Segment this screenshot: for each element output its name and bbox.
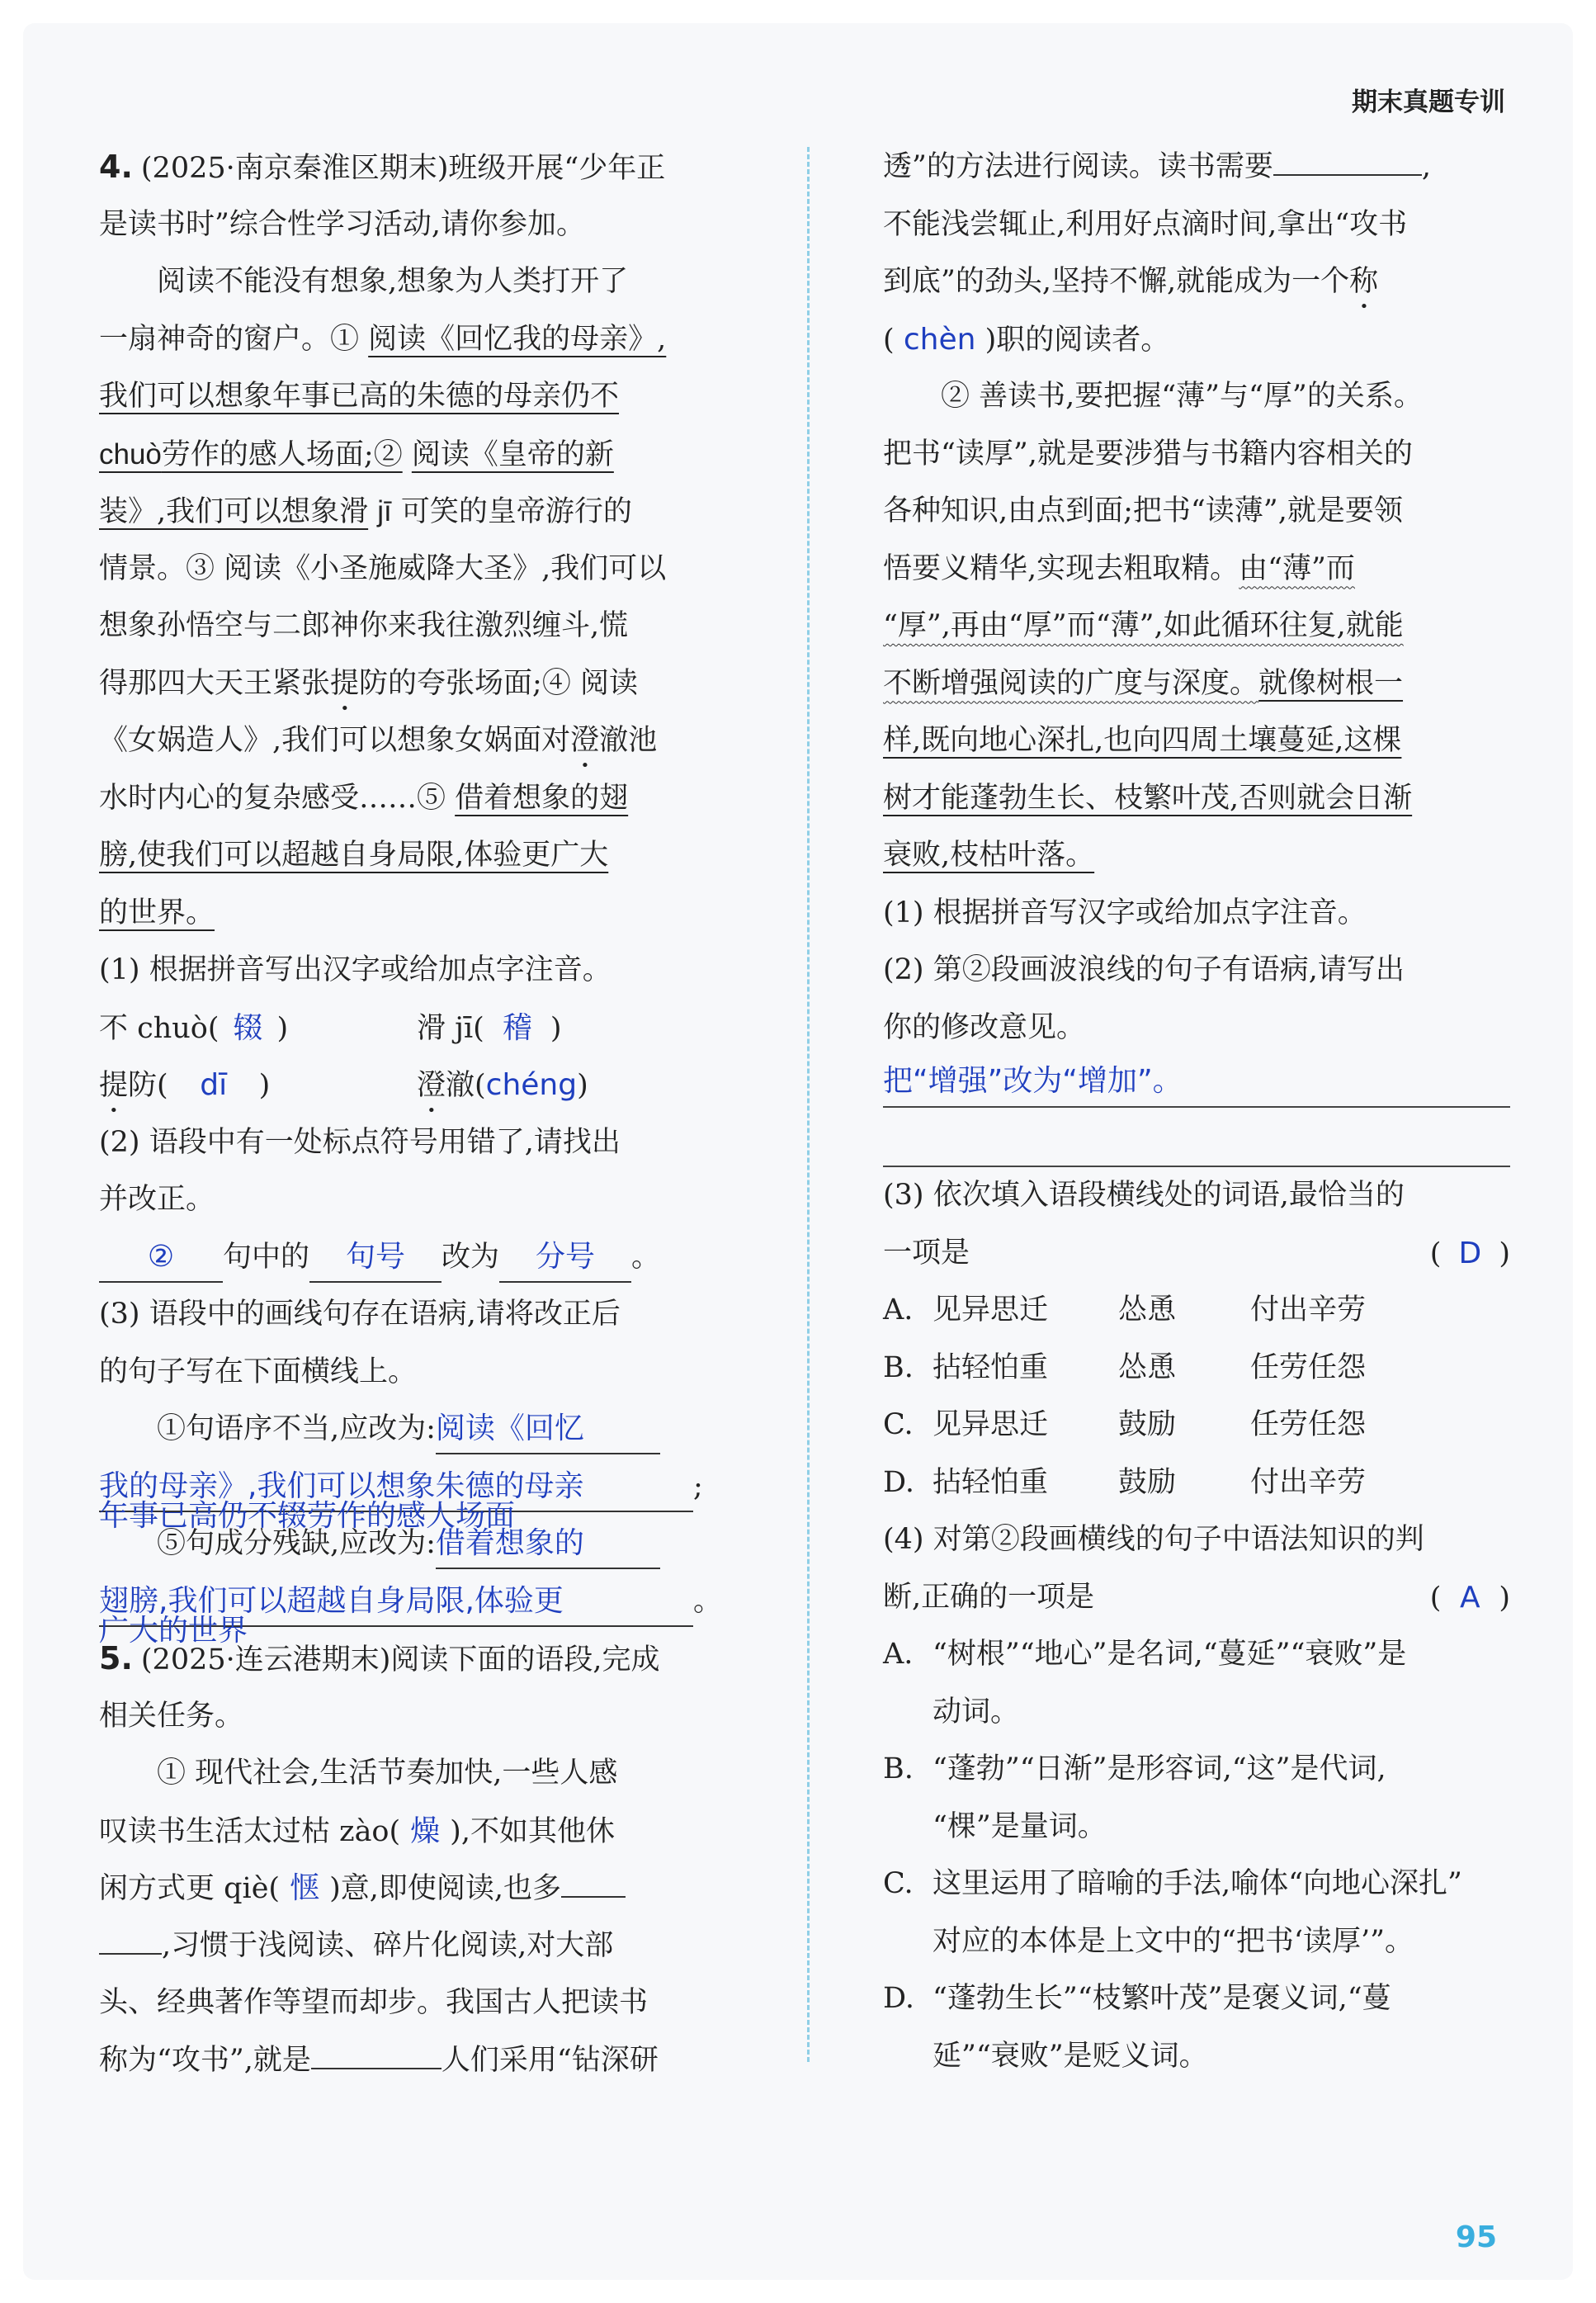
q4-para-line: chuò劳作的感人场面;② 阅读《皇帝的新 — [99, 437, 614, 471]
q4-number: 4. — [99, 149, 133, 185]
answer-text: 广大的世界 — [99, 1614, 248, 1648]
q4-sub2-answer: ② 句中的 句号 改为 分号 。 — [99, 1229, 776, 1287]
q5-number: 5. — [99, 1640, 133, 1676]
q4-para-line: 《女娲造人》,我们可以想象女娲面对澄澈池 — [99, 724, 658, 757]
answer-text: dī — [200, 1068, 228, 1102]
page-header: 期末真题专训 — [1352, 87, 1505, 117]
q5-para-line: 不能浅尝辄止,利用好点滴时间,拿出“攻书 — [883, 207, 1408, 241]
q4-sub1-row: 不 chuò( 辍 ) 滑 jī( 稽 ) — [99, 1000, 776, 1057]
q4-para-line: 得那四大天王紧张提防的夸张场面;④ 阅读 — [99, 666, 638, 700]
q5-para2-line: “厚”,再由“厚”而“薄”,如此循环往复,就能 — [883, 609, 1404, 642]
left-column — [99, 139, 776, 2089]
answer-blank: 阅读《回忆 — [436, 1405, 660, 1454]
q5-sub4-prompt: 断,正确的一项是 ( A ) — [883, 1569, 1510, 1627]
q5-para2-line: 样,既向地心深扎,也向四周土壤蔓延,这棵 — [883, 724, 1402, 757]
option-line: D. “蓬勃生长”“枝繁叶茂”是褒义词,“蔓 — [883, 1982, 1391, 2015]
q4-para-line: 情景。③ 阅读《小圣施威降大圣》,我们可以 — [99, 551, 667, 585]
q4-para-line: 一扇神奇的窗户。① 阅读《回忆我的母亲》, — [99, 322, 667, 356]
q4-para-line: 我们可以想象年事已高的朱德的母亲仍不 — [99, 380, 620, 413]
option-row: D. 拈轻怕重 鼓励 付出辛劳 — [883, 1465, 1367, 1499]
column-divider — [807, 147, 810, 2062]
q5-para-line: 到底”的劲头,坚持不懈,就能成为一个称 — [883, 265, 1379, 298]
q5-sub3-prompt: 一项是 ( D ) — [883, 1225, 1510, 1283]
q5-sub1-prompt: (1) 根据拼音写汉字或给加点字注音。 — [883, 896, 1367, 929]
q4-intro-line1: 4. (2025·南京秦淮区期末)班级开展“少年正 — [99, 149, 666, 185]
q5-para2-line: 悟要义精华,实现去粗取精。由“薄”而 — [883, 551, 1355, 585]
q4-sub2-prompt: (2) 语段中有一处标点符号用错了,请找出 — [99, 1125, 621, 1159]
q5-para2-line: 不断增强阅读的广度与深度。就像树根一 — [883, 666, 1404, 700]
q4-sub3-prompt: 的句子写在下面横线上。 — [99, 1355, 418, 1388]
option-line: 对应的本体是上文中的“把书‘读厚’”。 — [933, 1924, 1414, 1958]
fill-blank — [311, 2035, 441, 2069]
q5-sub3-prompt: (3) 依次填入语段横线处的词语,最恰当的 — [883, 1179, 1405, 1212]
q5-sub2-prompt: (2) 第②段画波浪线的句子有语病,请写出 — [883, 953, 1405, 986]
q5-para-line: 透”的方法进行阅读。读书需要 , — [883, 139, 1510, 196]
fill-blank — [99, 1920, 162, 1955]
answer-text: 燥 — [410, 1814, 441, 1848]
q4-intro-line2: 是读书时”综合性学习活动,请你参加。 — [99, 207, 586, 241]
q4-sub3-item1: 我的母亲》,我们可以想象朱德的母亲 ; — [99, 1459, 776, 1516]
page-number: 95 — [1455, 2220, 1497, 2254]
answer-text: D — [1458, 1236, 1482, 1270]
answer-blank: ② — [99, 1233, 223, 1283]
answer-line — [883, 1108, 1510, 1167]
answer-text: chèn — [903, 322, 976, 357]
q5-para2-line: 把书“读厚”,就是要涉猎与书籍内容相关的 — [883, 437, 1413, 471]
answer-text: 惬 — [290, 1871, 320, 1905]
q4-para-line: 的世界。 — [99, 896, 215, 929]
answer-blank: 句号 — [309, 1233, 441, 1283]
q5-para-line: ,习惯于浅阅读、碎片化阅读,对大部 — [99, 1918, 776, 1975]
q5-para2-line: 树才能蓬勃生长、枝繁叶茂,否则就会日渐 — [883, 781, 1413, 815]
q4-para-line: 水时内心的复杂感受……⑤ 借着想象的翅 — [99, 781, 629, 815]
q5-para2-line: ② 善读书,要把握“薄”与“厚”的关系。 — [941, 380, 1423, 413]
q4-para-line: 想象孙悟空与二郎神你来我往激烈缠斗,慌 — [99, 609, 629, 642]
q5-para-line: 头、经典著作等望而却步。我国古人把读书 — [99, 1986, 649, 2019]
answer-text: A — [1460, 1580, 1480, 1615]
q5-intro-line2: 相关任务。 — [99, 1699, 244, 1733]
q5-para-line: 称为“攻书”,就是 人们采用“钻深研 — [99, 2032, 776, 2090]
q4-sub3-prompt: (3) 语段中的画线句存在语病,请将改正后 — [99, 1298, 621, 1331]
answer-blank: 借着想象的 — [436, 1520, 660, 1569]
answer-text: 稽 — [502, 1010, 532, 1045]
answer-text: 把“增强”改为“增加”。 — [883, 1064, 1183, 1098]
answer-text: 辍 — [233, 1010, 263, 1045]
q5-para-line: 叹读书生活太过枯 zào( 燥 ),不如其他休 — [99, 1803, 776, 1861]
answer-line — [883, 1057, 1510, 1108]
q5-sub2-prompt: 你的修改意见。 — [883, 1010, 1086, 1044]
q5-para-line: 闲方式更 qiè( 惬 )意,即使阅读,也多 — [99, 1860, 776, 1918]
option-line: 动词。 — [933, 1695, 1020, 1728]
answer-blank: 我的母亲》,我们可以想象朱德的母亲 — [99, 1463, 693, 1512]
q4-sub3-item2: ⑤句成分残缺,应改为:借着想象的 — [99, 1516, 776, 1573]
q4-sub1-row: 提防( dī ) 澄澈(chéng) — [99, 1057, 776, 1114]
right-column — [883, 139, 1510, 2085]
q5-para-line: ① 现代社会,生活节奏加快,一些人感 — [157, 1757, 618, 1790]
option-line: B. “蓬勃”“日渐”是形容词,“这”是代词, — [883, 1752, 1386, 1785]
answer-text: chéng — [485, 1068, 578, 1102]
q5-sub4-prompt: (4) 对第②段画横线的句子中语法知识的判 — [883, 1523, 1424, 1556]
option-row: B. 拈轻怕重 怂恿 任劳任怨 — [883, 1350, 1367, 1384]
fill-blank — [1273, 141, 1422, 176]
option-line: A. “树根”“地心”是名词,“蔓延”“衰败”是 — [883, 1638, 1407, 1671]
option-row: C. 见异思迁 鼓励 任劳任怨 — [883, 1408, 1367, 1441]
q5-para-line: ( chèn )职的阅读者。 — [883, 311, 1510, 369]
option-line: C. 这里运用了暗喻的手法,喻体“向地心深扎” — [883, 1867, 1462, 1900]
q4-sub3-item2: 翅膀,我们可以超越自身局限,体验更 。 — [99, 1573, 776, 1631]
answer-text: 年事已高仍不辍劳作的感人场面 — [99, 1499, 516, 1533]
q4-sub1-prompt: (1) 根据拼音写出汉字或给加点字注音。 — [99, 953, 611, 986]
option-line: 延”“衰败”是贬义词。 — [933, 2039, 1208, 2073]
answer-blank: 分号 — [499, 1233, 631, 1283]
option-line: “棵”是量词。 — [933, 1809, 1107, 1843]
q4-para-line: 阅读不能没有想象,想象为人类打开了 — [157, 265, 629, 298]
q4-para-line: 装》,我们可以想象滑 jī 可笑的皇帝游行的 — [99, 495, 632, 528]
answer-blank: 翅膀,我们可以超越自身局限,体验更 — [99, 1577, 693, 1627]
q4-para-line: 膀,使我们可以超越自身局限,体验更广大 — [99, 839, 609, 872]
q5-para2-line: 各种知识,由点到面;把书“读薄”,就是要领 — [883, 494, 1403, 527]
option-row: A. 见异思迁 怂恿 付出辛劳 — [883, 1293, 1367, 1326]
q4-sub3-item1: ①句语序不当,应改为:阅读《回忆 — [99, 1401, 776, 1459]
q5-intro-line1: 5. (2025·连云港期末)阅读下面的语段,完成 — [99, 1640, 660, 1676]
fill-blank — [561, 1863, 626, 1898]
q5-para2-line: 衰败,枝枯叶落。 — [883, 839, 1095, 872]
q4-sub2-prompt: 并改正。 — [99, 1183, 215, 1216]
